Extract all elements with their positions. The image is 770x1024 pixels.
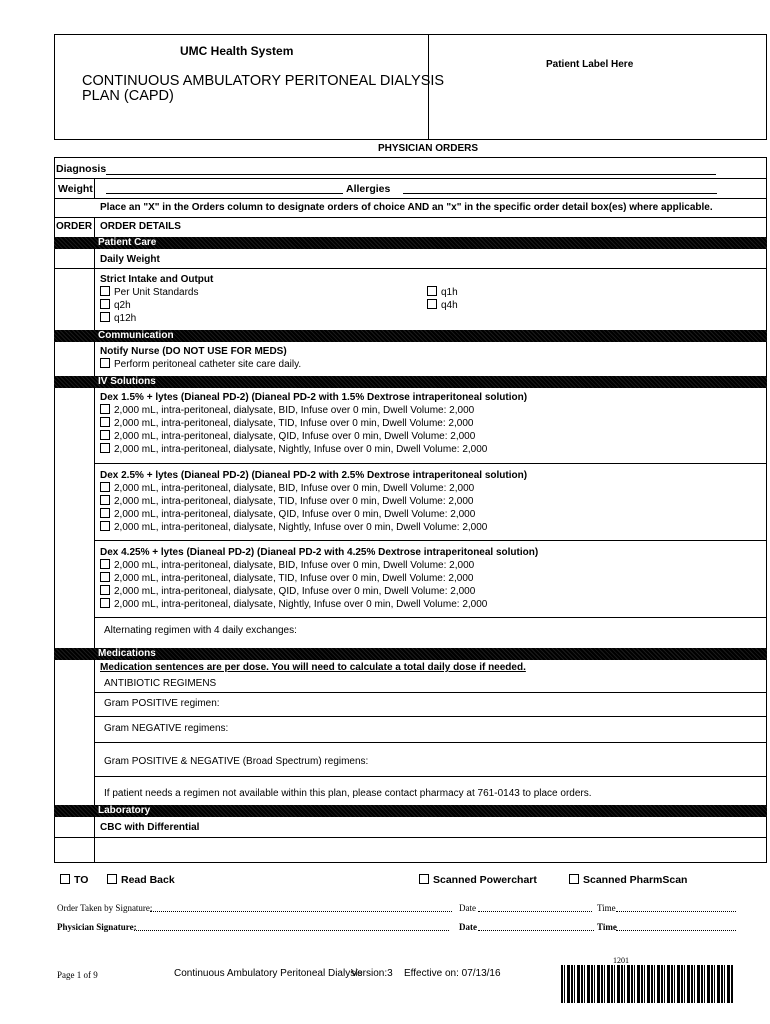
read-back-checkbox[interactable] <box>107 874 175 887</box>
system-name: UMC Health System <box>180 44 294 58</box>
row-divider <box>94 540 767 541</box>
section-label: Laboratory <box>98 805 151 816</box>
iv-group-1-option[interactable] <box>100 430 475 444</box>
option-label: 2,000 mL, intra-peritoneal, dialysate, QID, Infuse over 0 min, Dwell Volume: 2,000 <box>114 509 476 520</box>
iv-group-1-option[interactable] <box>100 417 473 431</box>
iv-group-2-option[interactable] <box>100 521 487 535</box>
checkbox[interactable] <box>100 417 110 427</box>
section-communication <box>54 330 767 342</box>
form-number: 1201 <box>613 956 629 965</box>
iv-group-3-option[interactable] <box>100 585 475 599</box>
diagnosis-label: Diagnosis <box>56 163 107 175</box>
option-label: Read Back <box>121 874 175 886</box>
option-label: 2,000 mL, intra-peritoneal, dialysate, QID, Infuse over 0 min, Dwell Volume: 2,000 <box>114 431 476 442</box>
divider <box>54 157 767 158</box>
checkbox[interactable] <box>569 874 579 884</box>
page-title <box>82 74 444 104</box>
allergies-field[interactable] <box>403 193 717 194</box>
table-left-border <box>54 157 55 863</box>
notify-nurse-title: Notify Nurse (DO NOT USE FOR MEDS) <box>100 346 287 357</box>
physician-signature-field[interactable] <box>134 930 449 931</box>
option-q4h[interactable] <box>427 299 458 313</box>
option-label: Perform peritoneal catheter site care daily. <box>114 359 302 370</box>
option-q2h[interactable] <box>100 299 131 313</box>
divider <box>54 178 767 179</box>
option-label: 2,000 mL, intra-peritoneal, dialysate, Nightly, Infuse over 0 min, Dwell Volume: 2,000 <box>114 444 488 455</box>
checkbox[interactable] <box>100 572 110 582</box>
section-patient-care <box>54 237 767 249</box>
row-divider <box>94 742 767 743</box>
section-laboratory <box>54 805 767 817</box>
physician-time-label: Time <box>597 922 617 932</box>
iv-group-3-option[interactable] <box>100 598 487 612</box>
option-q1h[interactable] <box>427 286 458 300</box>
iv-group-3-option[interactable] <box>100 559 474 573</box>
document-title: Continuous Ambulatory Peritoneal Dialysis <box>174 968 363 979</box>
iv-group-2-option[interactable] <box>100 482 474 496</box>
medications-note: Medication sentences are per dose. You will need to calculate a total daily dose if needed. <box>100 662 526 673</box>
option-label: 2,000 mL, intra-peritoneal, dialysate, BID, Infuse over 0 min, Dwell Volume: 2,000 <box>114 560 475 571</box>
checkbox[interactable] <box>100 559 110 569</box>
row-divider <box>94 692 767 693</box>
checkbox[interactable] <box>100 404 110 414</box>
gram-negative-regimens: Gram NEGATIVE regimens: <box>104 723 229 734</box>
row-divider <box>94 716 767 717</box>
divider <box>54 198 767 199</box>
pharmacy-contact: If patient needs a regimen not available within this plan, please contact pharmacy at 761-0143 to place orders. <box>104 788 592 799</box>
order-taken-signature-field[interactable] <box>150 911 452 912</box>
iv-group-2-title: Dex 2.5% + lytes (Dianeal PD-2) (Dianeal PD-2 with 2.5% Dextrose intraperitoneal solution) <box>100 470 528 481</box>
order-date-field[interactable] <box>478 911 592 912</box>
checkbox[interactable] <box>100 585 110 595</box>
order-time-field[interactable] <box>616 911 736 912</box>
option-per-unit[interactable] <box>100 286 199 300</box>
section-iv-solutions <box>54 376 767 388</box>
section-label: Medications <box>98 648 156 659</box>
checkbox[interactable] <box>100 495 110 505</box>
checkbox[interactable] <box>100 521 110 531</box>
divider <box>54 217 767 218</box>
order-date-label: Date <box>459 903 476 913</box>
iv-group-1-option[interactable] <box>100 443 487 457</box>
title-line-2: PLAN (CAPD) <box>82 88 174 104</box>
section-label: IV Solutions <box>98 376 156 387</box>
checkbox[interactable] <box>100 598 110 608</box>
checkbox[interactable] <box>427 299 437 309</box>
checkbox[interactable] <box>100 443 110 453</box>
section-label: Communication <box>98 330 174 341</box>
table-right-border <box>766 157 767 863</box>
antibiotic-regimens: ANTIBIOTIC REGIMENS <box>104 678 217 689</box>
intake-output-title: Strict Intake and Output <box>100 274 214 285</box>
physician-time-field[interactable] <box>616 930 736 931</box>
checkbox[interactable] <box>419 874 429 884</box>
checkbox[interactable] <box>107 874 117 884</box>
option-label: 2,000 mL, intra-peritoneal, dialysate, QID, Infuse over 0 min, Dwell Volume: 2,000 <box>114 586 476 597</box>
orders-heading: PHYSICIAN ORDERS <box>378 143 479 154</box>
column-divider <box>94 178 95 198</box>
page-number: Page 1 of 9 <box>57 970 98 980</box>
option-label: q4h <box>441 300 458 311</box>
option-label: q12h <box>114 313 137 324</box>
option-label: q2h <box>114 300 131 311</box>
effective-date: Effective on: 07/13/16 <box>404 968 501 979</box>
section-label: Patient Care <box>98 237 157 248</box>
checkbox[interactable] <box>100 299 110 309</box>
gram-broad-regimens: Gram POSITIVE & NEGATIVE (Broad Spectrum) regimens: <box>104 756 369 767</box>
weight-field[interactable] <box>106 193 343 194</box>
table-bottom-border <box>54 862 767 863</box>
patient-label: Patient Label Here <box>546 59 634 70</box>
column-order-details: ORDER DETAILS <box>100 221 181 232</box>
option-site-care[interactable] <box>100 358 301 372</box>
iv-group-1-option[interactable] <box>100 404 474 418</box>
option-label: 2,000 mL, intra-peritoneal, dialysate, Nightly, Infuse over 0 min, Dwell Volume: 2,000 <box>114 522 488 533</box>
daily-weight-order: Daily Weight <box>100 254 160 265</box>
iv-group-3-option[interactable] <box>100 572 473 586</box>
document-version: Version:3 <box>351 968 393 979</box>
option-label: 2,000 mL, intra-peritoneal, dialysate, BID, Infuse over 0 min, Dwell Volume: 2,000 <box>114 483 475 494</box>
barcode-icon <box>561 965 733 1003</box>
option-label: 2,000 mL, intra-peritoneal, dialysate, TID, Infuse over 0 min, Dwell Volume: 2,000 <box>114 496 474 507</box>
row-divider <box>54 837 767 838</box>
option-label: Scanned PharmScan <box>583 874 688 886</box>
option-label: 2,000 mL, intra-peritoneal, dialysate, BID, Infuse over 0 min, Dwell Volume: 2,000 <box>114 405 475 416</box>
option-q12h[interactable] <box>100 312 136 326</box>
weight-label: Weight <box>58 183 93 195</box>
instruction-text: Place an "X" in the Orders column to designate orders of choice AND an "x" in the specific order detail box(es) where applicable. <box>100 202 713 213</box>
iv-group-3-title: Dex 4.25% + lytes (Dianeal PD-2) (Dianeal PD-2 with 4.25% Dextrose intraperitoneal solution) <box>100 547 539 558</box>
to-checkbox[interactable] <box>60 874 88 887</box>
cbc-order: CBC with Differential <box>100 822 200 833</box>
option-label: Scanned Powerchart <box>433 874 537 886</box>
row-divider <box>94 463 767 464</box>
checkbox[interactable] <box>100 508 110 518</box>
allergies-label: Allergies <box>346 183 391 195</box>
physician-signature-label: Physician Signature: <box>57 922 137 932</box>
checkbox[interactable] <box>100 286 110 296</box>
order-taken-label: Order Taken by Signature: <box>57 903 153 913</box>
iv-group-2-option[interactable] <box>100 495 473 509</box>
scanned-powerchart-checkbox[interactable] <box>419 874 537 887</box>
row-divider <box>94 617 767 618</box>
gram-positive-regimen: Gram POSITIVE regimen: <box>104 698 220 709</box>
option-label: 2,000 mL, intra-peritoneal, dialysate, TID, Infuse over 0 min, Dwell Volume: 2,000 <box>114 573 474 584</box>
column-order: ORDER <box>56 221 93 232</box>
title-line-1: CONTINUOUS AMBULATORY PERITONEAL DIALYSIS <box>82 73 445 89</box>
checkbox[interactable] <box>100 312 110 322</box>
checkbox[interactable] <box>427 286 437 296</box>
option-label: TO <box>74 874 89 886</box>
row-divider <box>94 776 767 777</box>
option-label: Per Unit Standards <box>114 287 199 298</box>
section-medications <box>54 648 767 660</box>
physician-date-field[interactable] <box>478 930 594 931</box>
alternating-regimen: Alternating regimen with 4 daily exchanges: <box>104 625 297 636</box>
checkbox[interactable] <box>100 358 110 368</box>
iv-group-1-title: Dex 1.5% + lytes (Dianeal PD-2) (Dianeal PD-2 with 1.5% Dextrose intraperitoneal solution) <box>100 392 528 403</box>
iv-group-2-option[interactable] <box>100 508 475 522</box>
option-label: 2,000 mL, intra-peritoneal, dialysate, TID, Infuse over 0 min, Dwell Volume: 2,000 <box>114 418 474 429</box>
row-divider <box>54 268 767 269</box>
checkbox[interactable] <box>100 482 110 492</box>
order-time-label: Time <box>597 903 616 913</box>
scanned-pharmscan-checkbox[interactable] <box>569 874 687 887</box>
checkbox[interactable] <box>60 874 70 884</box>
diagnosis-field[interactable] <box>106 174 716 175</box>
physician-date-label: Date <box>459 922 477 932</box>
checkbox[interactable] <box>100 430 110 440</box>
option-label: 2,000 mL, intra-peritoneal, dialysate, Nightly, Infuse over 0 min, Dwell Volume: 2,000 <box>114 599 488 610</box>
option-label: q1h <box>441 287 458 298</box>
